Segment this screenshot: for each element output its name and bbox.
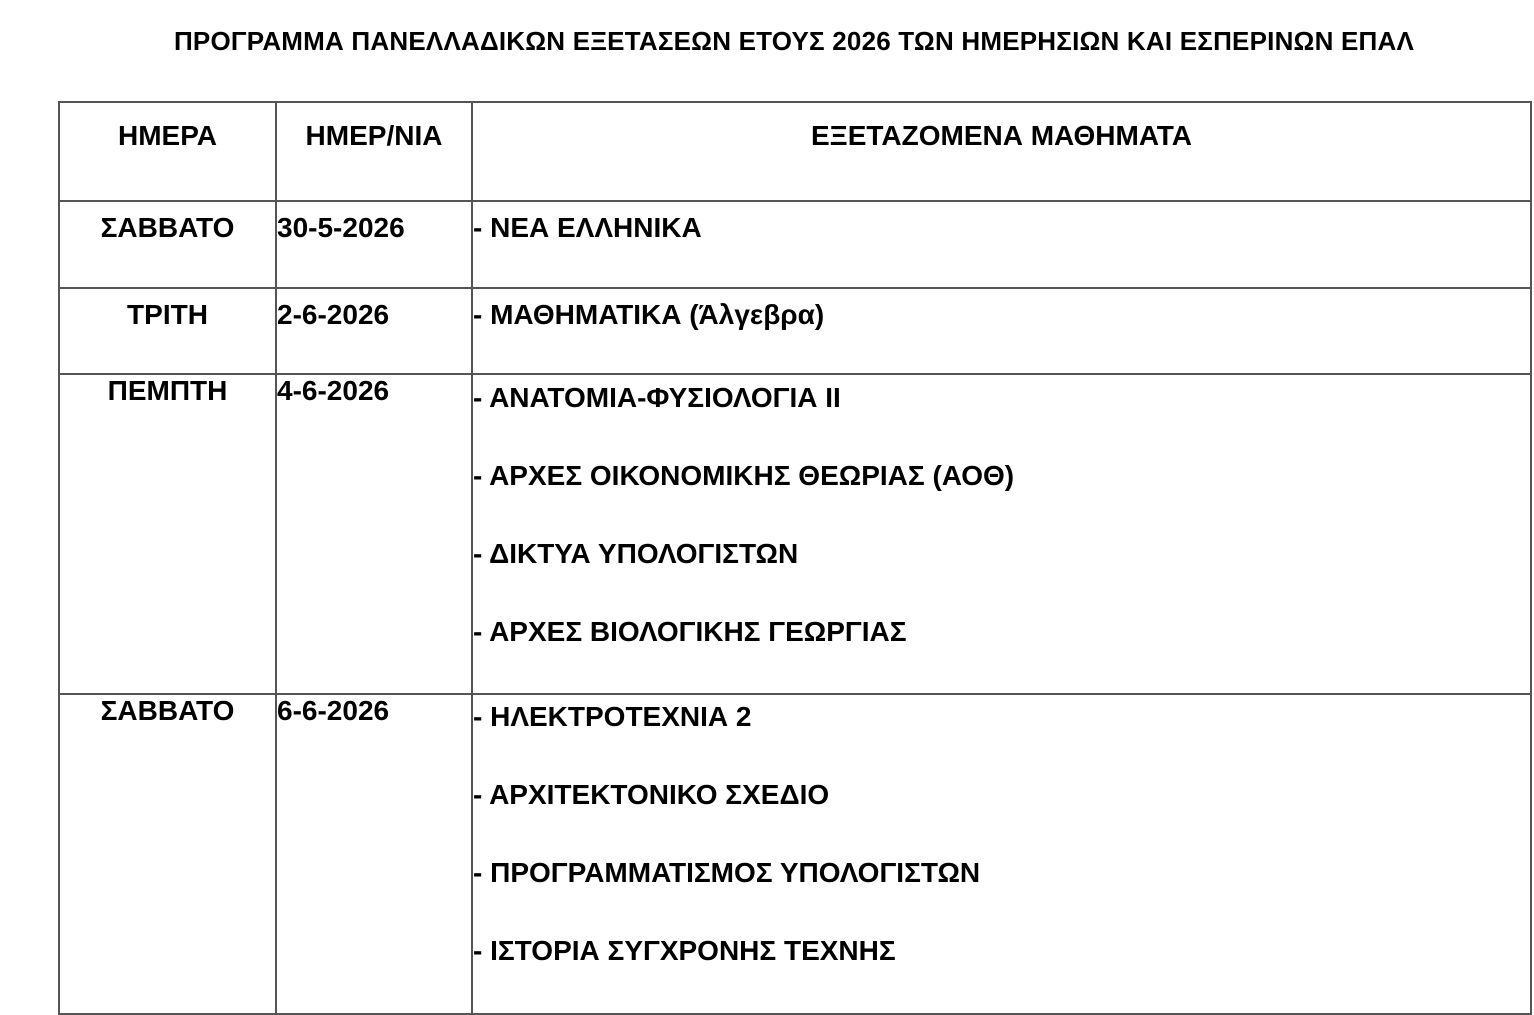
day-cell: ΠΕΜΠΤΗ [59,374,276,694]
subject-item: - ΙΣΤΟΡΙΑ ΣΥΓΧΡΟΝΗΣ ΤΕΧΝΗΣ [473,935,896,966]
subject-item: - ΜΑΘΗΜΑΤΙΚΑ (Άλγεβρα) [473,299,825,330]
subjects-cell [472,374,1531,694]
header-subjects: ΕΞΕΤΑΖΟΜΕΝΑ ΜΑΘΗΜΑΤΑ [472,102,1531,201]
header-day: ΗΜΕΡΑ [59,102,276,201]
date-cell: 2-6-2026 [276,288,472,374]
day-cell: ΤΡΙΤΗ [59,288,276,374]
subject-item: - ΑΡΧΙΤΕΚΤΟΝΙΚΟ ΣΧΕΔΙΟ [473,779,830,810]
subject-item: - ΑΝΑΤΟΜΙΑ-ΦΥΣΙΟΛΟΓΙΑ ΙΙ [473,382,841,413]
day-cell: ΣΑΒΒΑΤΟ [59,694,276,1014]
day-cell: ΣΑΒΒΑΤΟ [59,201,276,288]
subjects-cell [472,288,1531,374]
subjects-cell [472,694,1531,1014]
table-row [59,288,1531,374]
date-cell: 30-5-2026 [276,201,472,288]
date-cell: 6-6-2026 [276,694,472,1014]
subject-item: - ΑΡΧΕΣ ΟΙΚΟΝΟΜΙΚΗΣ ΘΕΩΡΙΑΣ (ΑΟΘ) [473,460,1015,491]
subject-list [473,375,1530,693]
document-title: ΠΡΟΓΡΑΜΜΑ ΠΑΝΕΛΛΑΔΙΚΩΝ ΕΞΕΤΑΣΕΩΝ ΕΤΟΥΣ 2026 ΤΩΝ ΗΜΕΡΗΣΙΩΝ ΚΑΙ ΕΣΠΕΡΙΝΩΝ ΕΠΑΛ [173,26,1415,56]
table-header-row [59,102,1531,201]
table-row [59,201,1531,288]
subject-item: - ΑΡΧΕΣ ΒΙΟΛΟΓΙΚΗΣ ΓΕΩΡΓΙΑΣ [473,616,907,647]
subjects-cell [472,201,1531,288]
table-row [59,374,1531,694]
subject-item: - ΝΕΑ ΕΛΛΗΝΙΚΑ [473,212,702,243]
header-date: ΗΜΕΡ/ΝΙΑ [276,102,472,201]
subject-item: - ΗΛΕΚΤΡΟΤΕΧΝΙΑ 2 [473,701,752,732]
subject-item: - ΠΡΟΓΡΑΜΜΑΤΙΣΜΟΣ ΥΠΟΛΟΓΙΣΤΩΝ [473,857,981,888]
table-row [59,694,1531,1014]
subject-item: - ΔΙΚΤΥΑ ΥΠΟΛΟΓΙΣΤΩΝ [473,538,799,569]
exam-schedule-table [58,101,1532,1015]
date-cell: 4-6-2026 [276,374,472,694]
subject-list [473,695,1530,1012]
